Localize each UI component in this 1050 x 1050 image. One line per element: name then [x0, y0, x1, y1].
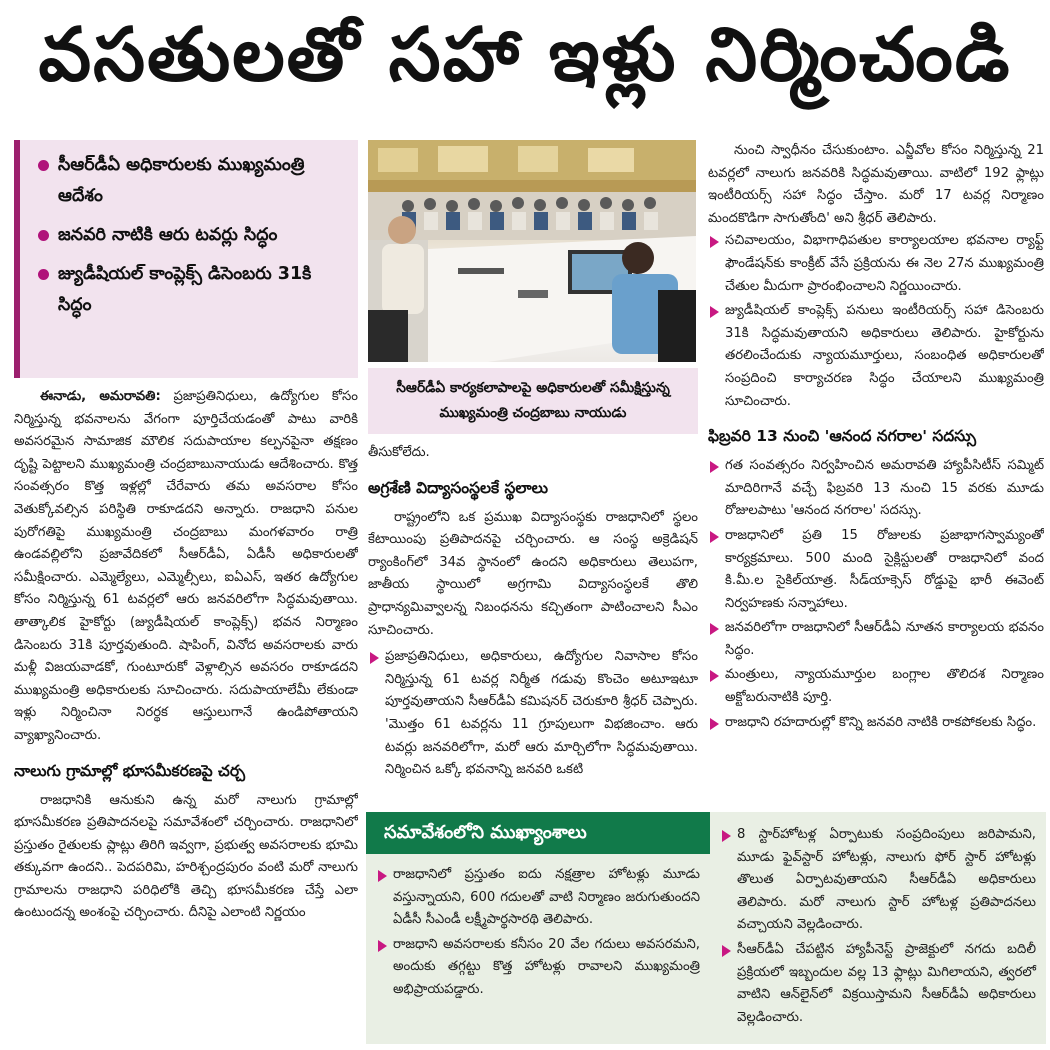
triangle-bullet-icon	[710, 236, 719, 248]
article-paragraph: నుంచి స్వాధీనం చేసుకుంటాం. ఎన్జీవోల కోసం నిర్మిస్తున్న 21 టవర్లలో నాలుగు జనవరికి సిద్ధమవుతాయి. వాటిలో 192 ఫ్లాట్లు ఇంటీరియర్స్‌ సహా సిద్ధం చేస్తాం. మరో 17 టవర్ల నిర్మాణం మందకొడిగా సాగుతోంది' అని శ్రీధర్‌ తెలిపారు.	[708, 143, 1044, 226]
triangle-bullet-icon	[710, 670, 719, 682]
bullet-item	[708, 525, 1044, 615]
bullet-item	[720, 824, 1036, 937]
highlight-item	[34, 220, 346, 251]
triangle-bullet-icon	[710, 718, 719, 730]
headline: వసతులతో సహా ఇళ్లు నిర్మించండి	[38, 12, 1012, 98]
bullet-text: మంత్రులు, న్యాయమూర్తుల బంగ్లాల తొలిదశ నిర్మాణం అక్టోబరునాటికి పూర్తి.	[725, 667, 1044, 706]
bullet-text: రాజధానిలో ప్రతి 15 రోజులకు ప్రజాభాగస్వామ్యంతో కార్యక్రమాలు. 500 మంది సైక్లిస్టులతో రాజధానిలో వంద కి.మీ.ల సైకిల్‌యాత్ర. సీడ్‌యాక్సెస్‌ రోడ్డుపై భారీ ఈవెంట్‌ నిర్వహణకు సన్నాహాలు.	[725, 527, 1044, 611]
triangle-bullet-icon	[710, 306, 719, 318]
article-paragraph: రాష్ట్రంలోని ఒక ప్రముఖ విద్యాసంస్థకు రాజధానిలో స్థలం కేటాయింపు ప్రతిపాదనపై చర్చించారు. ఆ సంస్థ అక్రెడిషన్‌ ర్యాంకింగ్‌లో 34వ స్థానంలో ఉందని అధికారులు తెలుపగా, జాతీయ స్థాయిలో అగ్రగామి విద్యాసంస్థలకే తొలి ప్రాధాన్యమివ్వాలన్న నిబంధనను కచ్చితంగా పాటించాలని సీఎం సూచించారు.	[368, 509, 698, 638]
section-subhead: నాలుగు గ్రామాల్లో భూసమీకరణపై చర్చ	[14, 761, 246, 780]
bullet-text: రాజధాని అవసరాలకు కనీసం 20 వేల గదులు అవసరమని, అందుకు తగ్గట్టు కొత్త హోటళ్లు రావాలని ముఖ్యమంత్రి అభిప్రాయపడ్డారు.	[393, 936, 700, 997]
key-points-box-continued	[710, 812, 1046, 1044]
highlights-box	[14, 140, 358, 378]
bullet-dot-icon	[38, 160, 49, 171]
highlight-item	[34, 150, 346, 212]
bullet-text: రాజధానిలో ప్రస్తుతం ఐదు నక్షత్రాల హోటళ్లు మూడు వస్తున్నాయని, 600 గదులతో వాటి నిర్మాణం జరుగుతుందని ఏడీసీ సీఎండీ లక్ష్మీపార్థసారథి తెలిపారు.	[393, 867, 700, 928]
bullet-text: గత సంవత్సరం నిర్వహించిన అమరావతి హ్యాపీసిటీస్‌ సమ్మిట్‌ మాదిరిగానే వచ్చే ఫిబ్రవరి 13 నుంచి 15 వరకు మూడు రోజులపాటు 'ఆనంద నగరాల' సదస్సు.	[725, 458, 1044, 519]
highlight-text: సీఆర్‌డీఏ అధికారులకు ముఖ్యమంత్రి ఆదేశం	[58, 155, 305, 206]
bullet-item	[708, 300, 1044, 413]
triangle-bullet-icon	[722, 830, 731, 842]
article-text: ప్రజాప్రతినిధులు, ఉద్యోగుల కోసం నిర్మిస్తున్న భవనాలను వేగంగా పూర్తిచేయడంతో పాటు వారికి అవసరమైన సామాజిక మౌలిక సదుపాయాల కల్పనపైనా తక్షణం దృష్టి పెట్టాలని ముఖ్యమంత్రి చంద్రబాబునాయుడు ఆదేశించారు. కొత్త సంవత్సరం కొత్త ఇళ్లల్లో చేరేవారు తమ అవసరాల కోసం వెతుక్కోవల్సిన పరిస్థితి రాకూడదని అన్నారు. రాజధాని పనుల పురోగతిపై ముఖ్యమంత్రి చంద్రబాబు మంగళవారం రాత్రి ఉండవల్లిలోని ప్రజావేదికలో సీఆర్‌డీఏ, ఏడీసీ అధికారులతో సమీక్షించారు. ఎమ్మెల్యేలు, ఎమ్మెల్సీలు, ఐఏఎస్‌, ఇతర ఉద్యోగుల కోసం నిర్మిస్తున్న 61 టవర్లలో ఆరు జనవరిలోగా సిద్ధమవుతాయి. తాత్కాలిక హైకోర్టు (జ్యుడీషియల్‌ కాంప్లెక్స్‌) భవన నిర్మాణం డిసెంబరు 31కి పూర్తవుతుంది. షాపింగ్‌, వినోద అవసరాలకు వారు మళ్లీ విజయవాడకో, గుంటూరుకో వెళ్లాల్సిన అవసరం రాకూడదని ముఖ్యమంత్రి అధికారులకు సూచించారు. సదుపాయాలేమీ లేకుండా ఇళ్లు నిర్మించినా నిరర్థక ఆస్తులుగానే ఉండిపోతాయని వ్యాఖ్యానించారు.	[14, 389, 358, 743]
triangle-bullet-icon	[370, 652, 379, 664]
triangle-bullet-icon	[710, 623, 719, 635]
meeting-photo	[368, 140, 696, 362]
bullet-text: సచివాలయం, విభాగాధిపతుల కార్యాలయాల భవనాల ర్యాఫ్ట్‌ ఫౌండేషన్‌కు కాంక్రీట్‌ వేసే ప్రక్రియను ఈ నెల 27న ముఖ్యమంత్రి చేతుల మీదుగా ప్రారంభించాలని నిర్ణయించారు.	[725, 233, 1044, 294]
dateline: ఈనాడు, అమరావతి:	[40, 389, 161, 404]
triangle-bullet-icon	[378, 940, 387, 952]
triangle-bullet-icon	[378, 870, 387, 882]
bullet-text: జనవరిలోగా రాజధానిలో సీఆర్‌డీఏ నూతన కార్యాలయ భవనం సిద్ధం.	[725, 620, 1044, 658]
bullet-item	[708, 617, 1044, 662]
photo-caption: సీఆర్‌డీఏ కార్యకలాపాలపై అధికారులతో సమీక్షిస్తున్న ముఖ్యమంత్రి చంద్రబాబు నాయుడు	[368, 368, 698, 434]
bullet-text: రాజధాని రహదారుల్లో కొన్ని జనవరి నాటికి రాకపోకలకు సిద్ధం.	[725, 714, 1037, 730]
highlight-text: జనవరి నాటికి ఆరు టవర్లు సిద్ధం	[58, 225, 278, 245]
left-column	[14, 140, 358, 1040]
meeting-photo-illustration	[368, 140, 696, 362]
bullet-item	[720, 939, 1036, 1029]
key-points-title: సమావేశంలోని ముఖ్యాంశాలు	[366, 812, 710, 854]
bullet-item	[708, 455, 1044, 523]
triangle-bullet-icon	[722, 945, 731, 957]
key-points-box	[366, 812, 710, 1044]
article-paragraph: రాజధానికి ఆనుకుని ఉన్న మరో నాలుగు గ్రామాల్లో భూసమీకరణ ప్రతిపాదనలపై సమావేశంలో చర్చించారు. రాజధానిలో ప్రస్తుతం రైతులకు ప్లాట్లు తిరిగి ఇవ్వగా, ప్రభుత్వ అవసరాలకు భూమి తక్కువగా ఉందని.. పెదపరిమి, హరిశ్చంద్రపురం వంటి మరో నాలుగు గ్రామాలను రాజధాని పరిధిలోకి తెచ్చి భూసమీకరణ చేస్తే ఎలా ఉంటుందన్న అంశంపై చర్చించారు. దీనిపై ఎలాంటి నిర్ణయం	[14, 792, 358, 921]
bullet-item	[708, 664, 1044, 709]
bullet-text: 8 స్టార్‌హోటళ్ల ఏర్పాటుకు సంప్రదింపులు జరిపామని, మూడు ఫైవ్‌స్టార్‌ హోటళ్లు, నాలుగు ఫోర్‌ స్టార్‌ హోటళ్లు తొలుత ఏర్పాటవుతాయని సీఆర్‌డీఏ అధికారులు తెలిపారు. మరో నాలుగు స్టార్‌ హోటళ్ల ప్రతిపాదనలు వచ్చాయని వెల్లడించారు.	[737, 827, 1036, 933]
bullet-item	[708, 230, 1044, 298]
section-subhead: అగ్రశేణి విద్యాసంస్థలకే స్థలాలు	[368, 478, 548, 497]
bullet-text: సీఆర్‌డీఏ చేపట్టిన హ్యాపీనెస్ట్‌ ప్రాజెక్టులో నగదు బదిలీ ప్రక్రియలో ఇబ్బందుల వల్ల 13 ఫ్లాట్లు మిగిలాయని, త్వరలో వాటిని ఆన్‌లైన్‌లో విక్రయిస్తామని సీఆర్‌డీఏ అధికారులు వెల్లడించారు.	[737, 941, 1036, 1025]
article-paragraph: తీసుకోలేదు.	[368, 445, 430, 460]
bullet-dot-icon	[38, 230, 49, 241]
highlight-item	[34, 259, 346, 321]
bullet-text: ప్రజాప్రతినిధులు, అధికారులు, ఉద్యోగుల నివాసాల కోసం నిర్మిస్తున్న 61 టవర్ల నిర్మీత గడువు కొంచెం అటూఇటూ పూర్తవుతాయని సీఆర్‌డీఏ కమిషనర్‌ చెరుకూరి శ్రీధర్‌ చెప్పారు. 'మొత్తం 61 టవర్లను 11 గ్రూపులుగా విభజించాం. ఆరు టవర్లు జనవరిలోగా, మరో ఆరు మార్చిలోగా సిద్ధమవుతాయి. నిర్మించిన ఒక్కో భవనాన్ని జనవరి ఒకటి	[385, 649, 698, 778]
article-paragraph	[14, 386, 358, 748]
triangle-bullet-icon	[710, 461, 719, 473]
bullet-item	[376, 864, 700, 932]
bullet-item	[376, 934, 700, 1002]
section-subhead: ఫిబ్రవరి 13 నుంచి 'ఆనంద నగరాల' సదస్సు	[708, 427, 977, 446]
bullet-item	[368, 646, 698, 782]
bullet-text: జ్యుడీషియల్‌ కాంప్లెక్స్‌ పనులు ఇంటీరియర్స్‌ సహా డిసెంబరు 31కి సిద్ధమవుతాయని అధికారులు తెలిపారు. హైకోర్టును తరలించేందుకు న్యాయమూర్తులు, సంబంధిత అధికారులతో సంప్రదించి కార్యాచరణ సిద్ధం చేయాలని ముఖ్యమంత్రి సూచించారు.	[725, 303, 1044, 409]
triangle-bullet-icon	[710, 531, 719, 543]
bullet-dot-icon	[38, 269, 49, 280]
bullet-item	[708, 712, 1044, 735]
highlight-text: జ్యుడీషియల్‌ కాంప్లెక్స్‌ డిసెంబరు 31కి సిద్ధం	[58, 264, 312, 315]
